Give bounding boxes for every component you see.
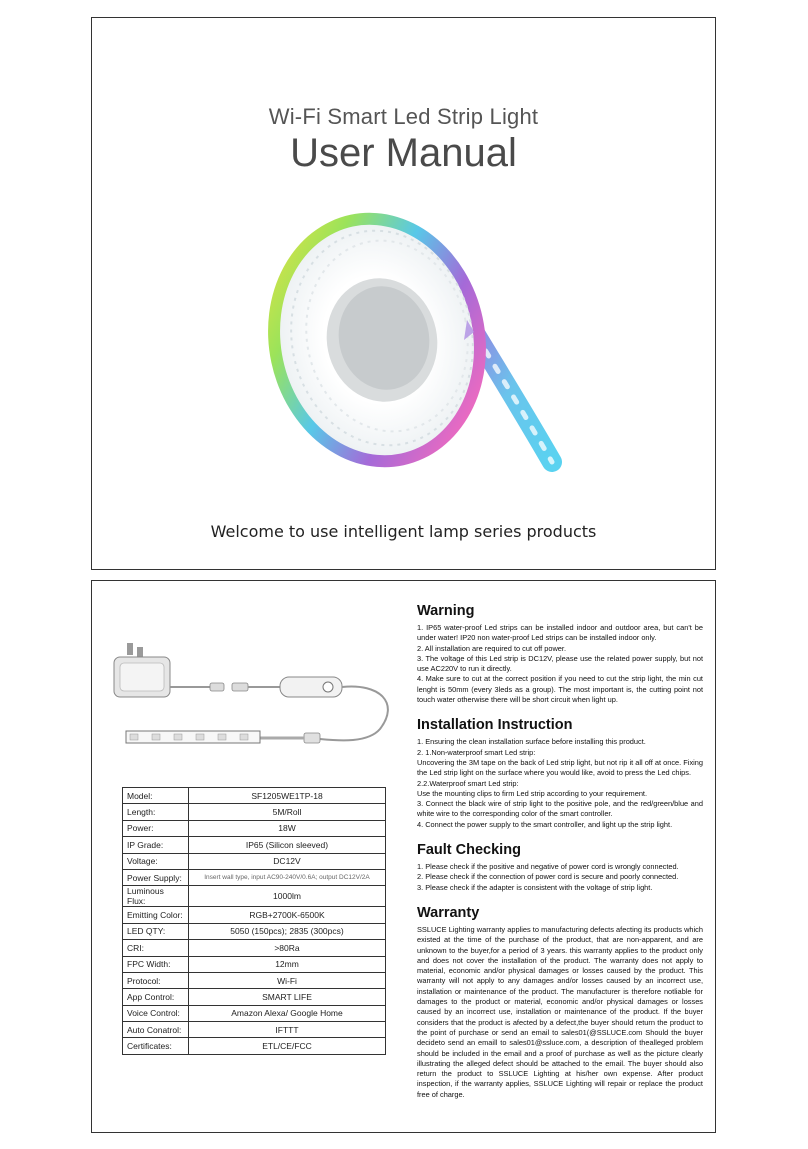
spec-value: SMART LIFE [189,989,386,1005]
spec-row [123,989,386,1005]
warning-item: 3. The voltage of this Led strip is DC12V, please use the related power supply, but not use AC220V to run it directly. [417,653,703,674]
spec-label: Protocol: [123,972,189,988]
spec-label: Length: [123,804,189,820]
installation-item: 2. 1.Non-waterproof smart Led strip: [417,747,536,757]
warning-section [417,603,703,705]
spec-row [123,923,386,939]
spec-label: CRI: [123,940,189,956]
dc-connector [210,683,224,691]
warning-item: 4. Make sure to cut at the correct position if you need to cut the strip light, the min cut lenght is 50mm (every 3leds as a group). The most important is, the cutting point not touch water otherwise there will be short circuit when light up. [417,674,703,705]
installation-item: Use the mounting clips to firm Led strip according to your requirement. [417,788,648,798]
spec-value: ETL/CE/FCC [189,1038,386,1054]
instructions-column [417,603,703,1112]
spec-row [123,869,386,885]
spec-label: Voice Control: [123,1005,189,1021]
warranty-heading: Warranty [417,904,480,921]
spec-value: 12mm [189,956,386,972]
installation-item: Uncovering the 3M tape on the back of Led strip light, but not rip it all off at once. Fixing the Led strip light on the surface where you would like, avoid to press the Led chips. [417,757,703,778]
fault-item: 2. Please check if the connection of power cord is secure and poorly connected. [417,872,679,882]
spec-value: DC12V [189,853,386,869]
strip-connector [304,733,320,743]
spec-row [123,1005,386,1021]
spec-value: Insert wall type, input AC90-240V/0.6A; output DC12V/2A [189,869,386,885]
warranty-section [417,905,703,1100]
spec-row [123,956,386,972]
spec-label: Power Supply: [123,869,189,885]
spec-value: Wi-Fi [189,972,386,988]
spec-value: >80Ra [189,940,386,956]
installation-heading: Installation Instruction [417,717,573,734]
spec-row [123,804,386,820]
cover-title: User Manual [290,131,517,175]
fault-item: 1. Please check if the positive and negative of power cord is wrongly connected. [417,862,679,872]
spec-label: Luminous Flux: [123,886,189,907]
spec-row [123,1038,386,1054]
spec-label: FPC Width: [123,956,189,972]
spec-value: Amazon Alexa/ Google Home [189,1005,386,1021]
installation-item: 4. Connect the power supply to the smart controller, and light up the strip light. [417,819,673,829]
warning-item: 2. All installation are required to cut off power. [417,643,566,653]
spec-label: Auto Conatrol: [123,1022,189,1038]
fault-item: 3. Please check if the adapter is consistent with the voltage of strip light. [417,882,653,892]
spec-value: 18W [189,820,386,836]
spec-value: 5M/Roll [189,804,386,820]
spec-value: RGB+2700K-6500K [189,907,386,923]
spec-row [123,940,386,956]
spec-row [123,886,386,907]
installation-item: 1. Ensuring the clean installation surface before installing this product. [417,737,646,747]
installation-item: 2.2.Waterproof smart Led strip: [417,778,519,788]
plug-prong [127,643,133,655]
spec-value: IFTTT [189,1022,386,1038]
spec-label: Certificates: [123,1038,189,1054]
spec-label: App Control: [123,989,189,1005]
spec-value: 1000lm [189,886,386,907]
controller-button [323,682,333,692]
specifications-table [122,787,386,1055]
spec-label: Power: [123,820,189,836]
fault-heading: Fault Checking [417,842,521,859]
fault-checking-section [417,842,703,893]
spec-label: Voltage: [123,853,189,869]
dc-connector [232,683,248,691]
led-strip-reel-image [262,200,562,520]
installation-item: 3. Connect the black wire of strip light to the positive pole, and the red/green/blue and white wire to the corresponding color of the smart controller. [417,799,703,819]
installation-section [417,717,703,830]
spec-row [123,907,386,923]
spec-value: 5050 (150pcs); 2835 (300pcs) [189,923,386,939]
spec-row [123,820,386,836]
manual-inner-panel [91,580,716,1133]
cover-welcome-text: Welcome to use intelligent lamp series products [210,522,597,541]
spec-row [123,853,386,869]
spec-row [123,972,386,988]
warning-item: 1. IP65 water-proof Led strips can be installed indoor and outdoor area, but can't be under water! IP20 non water-proof Led strips can be installed indoor only. [417,623,703,643]
warranty-text: SSLUCE Lighting warranty applies to manufacturing defects afecting its products which existed at the time of the purchase of the product, that are non-apparent, and are unknown to the buyer,for a period of 3 years. this warranty applies to the product only and does not cover the installation of the product. The warranty does not apply to material, economic and/or physical damages or losses caused by the product. This warranty will not apply to any damages and/or losses caused by an incorrect use, installation or maintenance of the product. The manufacturer is therefore notliable for damages to the product or material, economic and/or physical damages or losses caused by an incorrect use, installation or maintenance of the product. If the buyer considers that the product is afected by a defect,the buyer should return the product to the point of purchase or send an email to sales01(@SSLUCE.com Should the buyer decideto send an emaill to sales01@ssluce.com, a description of thealleged problem should be included in the email and a proof of purchase as well as the picture clearly illustrating the alleged defect should be attached to the email. The buyer should also return the product to SSLUCE Lighting at his/her own expense. After product inspection, if the warranty applies, SSLUCE Lighting will repair or replace the product free of charge. [417,924,703,1099]
spec-row [123,837,386,853]
cover-panel [91,17,716,570]
spec-value: IP65 (Silicon sleeved) [189,837,386,853]
spec-label: Model: [123,788,189,804]
controller-setup-image [110,643,400,747]
warning-heading: Warning [417,603,475,619]
spec-value: SF1205WE1TP-18 [189,788,386,804]
cover-subtitle: Wi-Fi Smart Led Strip Light [268,104,539,129]
spec-row [123,788,386,804]
plug-prong [137,647,143,657]
spec-label: IP Grade: [123,837,189,853]
spec-label: LED QTY: [123,923,189,939]
spec-row [123,1022,386,1038]
spec-label: Emitting Color: [123,907,189,923]
